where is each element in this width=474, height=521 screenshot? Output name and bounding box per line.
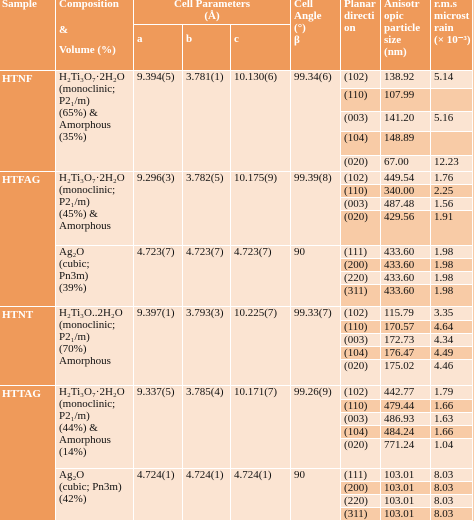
cell-a: 9.397(1) (134, 307, 183, 386)
cell-b: 3.785(4) (183, 386, 231, 469)
particle-size: 103.01 (381, 482, 431, 495)
composition-line: (cubic; Pn3m) (59, 481, 122, 493)
planar-direction: (104) (341, 426, 381, 439)
composition-line: Amorphous (59, 220, 111, 232)
sample-label: HTNT (0, 307, 56, 386)
microstrain: 1.66 (431, 426, 473, 439)
header-aniso-line5: (nm) (384, 46, 407, 58)
header-sample (0, 0, 56, 71)
microstrain: 1.98 (431, 285, 473, 307)
planar-direction: (020) (341, 360, 381, 386)
header-cell-angle-line4: β (294, 34, 300, 46)
header-cell-parameters (134, 0, 291, 25)
composition-line: Amorphous (59, 119, 111, 131)
microstrain: 1.56 (431, 198, 473, 211)
header-anisotropic-size (381, 0, 431, 71)
header-sample-label: Sample (2, 0, 37, 10)
microstrain: 1.98 (431, 259, 473, 272)
cell-c: 10.175(9) (231, 172, 291, 246)
planar-direction: (020) (341, 211, 381, 246)
header-rms-microstrain (431, 0, 473, 71)
header-cell-angle-line2: Angle (294, 10, 322, 22)
table-row (0, 386, 473, 400)
composition-line: P2₁/m) (59, 196, 90, 208)
particle-size: 433.60 (381, 272, 431, 285)
particle-size: 103.01 (381, 495, 431, 508)
microstrain: 1.91 (431, 211, 473, 246)
header-cell-parameters-line2: (Å) (204, 10, 220, 22)
composition-line: P2₁/m) (59, 95, 90, 107)
cell-beta: 99.26(9) (291, 386, 341, 469)
header-rms-line4: (× 10⁻³) (434, 34, 471, 46)
planar-direction: (220) (341, 272, 381, 285)
particle-size: 170.57 (381, 321, 431, 334)
planar-direction: (102) (341, 71, 381, 89)
particle-size: 479.44 (381, 400, 431, 413)
microstrain: 1.66 (431, 400, 473, 413)
header-rms-line1: r.m.s (434, 0, 457, 10)
planar-direction: (003) (341, 334, 381, 347)
microstrain (431, 89, 473, 112)
microstrain: 1.04 (431, 439, 473, 469)
header-composition-line3: Volume (%) (59, 44, 116, 56)
header-rms-line3: rain (434, 22, 454, 34)
sample-label: HTFAG (0, 172, 56, 307)
composition-cell (56, 307, 134, 386)
planar-direction: (003) (341, 198, 381, 211)
planar-direction: (104) (341, 132, 381, 156)
cell-beta: 90 (291, 469, 341, 521)
header-planar-direction (341, 0, 381, 71)
particle-size: 433.60 (381, 246, 431, 259)
cell-a: 9.394(5) (134, 71, 183, 172)
planar-direction: (220) (341, 495, 381, 508)
particle-size: 771.24 (381, 439, 431, 469)
planar-direction: (110) (341, 400, 381, 413)
planar-direction: (003) (341, 413, 381, 426)
microstrain: 8.03 (431, 508, 473, 521)
particle-size: 107.99 (381, 89, 431, 112)
planar-direction: (102) (341, 172, 381, 185)
header-planar-line1: Planar (344, 0, 376, 10)
cell-beta: 99.39(8) (291, 172, 341, 246)
composition-cell (56, 246, 134, 307)
planar-direction: (110) (341, 321, 381, 334)
microstrain: 1.98 (431, 246, 473, 259)
microstrain: 4.46 (431, 360, 473, 386)
particle-size: 103.01 (381, 469, 431, 482)
composition-line: (44%) & (59, 422, 98, 434)
header-aniso-line1: Anisotr (384, 0, 420, 10)
microstrain: 1.98 (431, 272, 473, 285)
planar-direction: (102) (341, 386, 381, 400)
particle-size: 138.92 (381, 71, 431, 89)
particle-size: 176.47 (381, 347, 431, 360)
composition-line: H₂Ti₃O..2H₂O (59, 307, 123, 319)
microstrain: 4.64 (431, 321, 473, 334)
planar-direction: (110) (341, 89, 381, 112)
header-cell-parameters-line1: Cell Parameters (173, 0, 251, 10)
microstrain (431, 132, 473, 156)
sample-label: HTTAG (0, 386, 56, 521)
composition-line: H₂Ti₃O₇·2H₂O (59, 71, 125, 83)
particle-size: 172.73 (381, 334, 431, 347)
cell-c: 10.225(7) (231, 307, 291, 386)
microstrain: 4.34 (431, 334, 473, 347)
header-cell-angle-line1: Cell (294, 0, 313, 10)
composition-line: (monoclinic; (59, 83, 116, 95)
composition-cell (56, 172, 134, 246)
cell-b: 3.781(1) (183, 71, 231, 172)
composition-line: Ag₂O (59, 246, 85, 258)
header-c: c (231, 25, 291, 71)
header-planar-line2: directi (344, 10, 375, 22)
composition-line: H₂Ti₃O₇·2H₂O (59, 386, 125, 398)
table-row (0, 172, 473, 185)
microstrain: 8.03 (431, 469, 473, 482)
planar-direction: (003) (341, 112, 381, 132)
header-rms-line2: microst (434, 10, 470, 22)
microstrain: 5.14 (431, 71, 473, 89)
header-composition-line1: Composition (59, 0, 119, 10)
particle-size: 442.77 (381, 386, 431, 400)
composition-line: Amorphous (59, 434, 111, 446)
header-composition (56, 0, 134, 71)
cell-a: 4.724(1) (134, 469, 183, 521)
planar-direction: (020) (341, 156, 381, 172)
header-aniso-line4: size (384, 34, 402, 46)
microstrain: 1.76 (431, 172, 473, 185)
particle-size: 487.48 (381, 198, 431, 211)
microstrain: 8.03 (431, 495, 473, 508)
particle-size: 141.20 (381, 112, 431, 132)
header-planar-line3: on (344, 22, 356, 34)
composition-line: Amorphous (59, 355, 111, 367)
header-cell-angle (291, 0, 341, 71)
particle-size: 486.93 (381, 413, 431, 426)
composition-line: (65%) & (59, 107, 98, 119)
planar-direction: (200) (341, 482, 381, 495)
cell-b: 3.793(3) (183, 307, 231, 386)
composition-line: (monoclinic; (59, 319, 116, 331)
header-cell-angle-line3: (°) (294, 22, 306, 34)
composition-line: (39%) (59, 282, 87, 294)
particle-size: 433.60 (381, 285, 431, 307)
particle-size: 429.56 (381, 211, 431, 246)
header-b: b (183, 25, 231, 71)
composition-line: (14%) (59, 446, 87, 458)
composition-line: (monoclinic; (59, 398, 116, 410)
particle-size: 148.89 (381, 132, 431, 156)
planar-direction: (111) (341, 469, 381, 482)
composition-cell (56, 71, 134, 172)
composition-line: (42%) (59, 493, 87, 505)
cell-beta: 99.34(6) (291, 71, 341, 172)
microstrain: 1.79 (431, 386, 473, 400)
cell-a: 9.337(5) (134, 386, 183, 469)
cell-b: 4.724(1) (183, 469, 231, 521)
table-row (0, 307, 473, 321)
planar-direction: (111) (341, 246, 381, 259)
header-composition-line2: & (59, 24, 69, 36)
cell-c: 4.724(1) (231, 469, 291, 521)
composition-line: Ag₂O (59, 469, 85, 481)
particle-size: 115.79 (381, 307, 431, 321)
planar-direction: (102) (341, 307, 381, 321)
cell-c: 4.723(7) (231, 246, 291, 307)
cell-c: 10.130(6) (231, 71, 291, 172)
microstrain: 8.03 (431, 482, 473, 495)
composition-line: H₂Ti₃O₇·2H₂O (59, 172, 125, 184)
planar-direction: (311) (341, 285, 381, 307)
cell-c: 10.171(7) (231, 386, 291, 469)
composition-line: Pn3m) (59, 270, 89, 282)
composition-line: (70%) (59, 343, 87, 355)
particle-size: 103.01 (381, 508, 431, 521)
header-a: a (134, 25, 183, 71)
cell-a: 4.723(7) (134, 246, 183, 307)
microstrain: 5.16 (431, 112, 473, 132)
table-row (0, 246, 473, 259)
microstrain: 2.25 (431, 185, 473, 198)
particle-size: 484.24 (381, 426, 431, 439)
cell-b: 4.723(7) (183, 246, 231, 307)
cell-beta: 99.33(7) (291, 307, 341, 386)
planar-direction: (200) (341, 259, 381, 272)
composition-line: (45%) & (59, 208, 98, 220)
composition-line: P2₁/m) (59, 331, 90, 343)
particle-size: 175.02 (381, 360, 431, 386)
header-aniso-line2: opic (384, 10, 404, 22)
cell-beta: 90 (291, 246, 341, 307)
particle-size: 449.54 (381, 172, 431, 185)
composition-line: (monoclinic; (59, 184, 116, 196)
microstrain: 12.23 (431, 156, 473, 172)
microstrain: 3.35 (431, 307, 473, 321)
table-row (0, 469, 473, 482)
particle-size: 433.60 (381, 259, 431, 272)
cell-b: 3.782(5) (183, 172, 231, 246)
header-aniso-line3: particle (384, 22, 421, 34)
composition-cell (56, 469, 134, 521)
microstrain: 4.49 (431, 347, 473, 360)
sample-label: HTNF (0, 71, 56, 172)
composition-line: (35%) (59, 131, 87, 143)
table-row (0, 71, 473, 89)
composition-line: P2₁/m) (59, 410, 90, 422)
particle-size: 340.00 (381, 185, 431, 198)
planar-direction: (020) (341, 439, 381, 469)
particle-size: 67.00 (381, 156, 431, 172)
composition-line: (cubic; (59, 258, 90, 270)
composition-cell (56, 386, 134, 469)
cell-a: 9.296(3) (134, 172, 183, 246)
microstrain: 1.63 (431, 413, 473, 426)
planar-direction: (110) (341, 185, 381, 198)
planar-direction: (311) (341, 508, 381, 521)
planar-direction: (104) (341, 347, 381, 360)
